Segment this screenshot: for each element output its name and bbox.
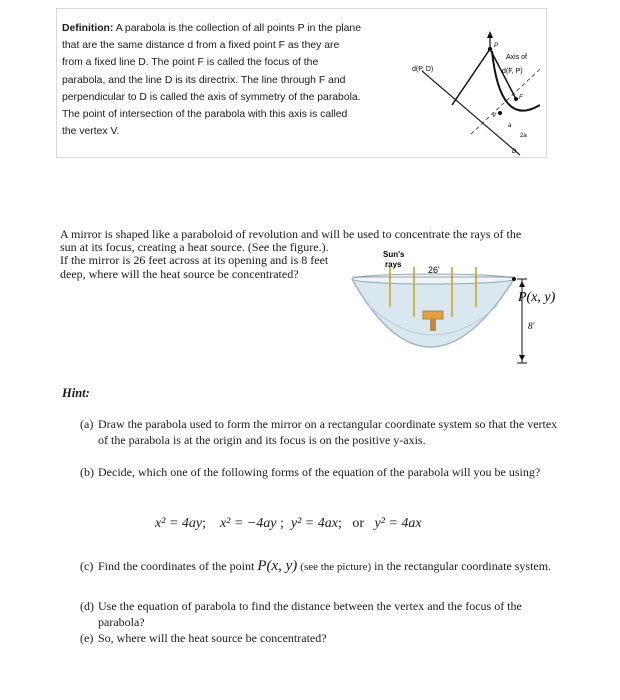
width-label: 26' (428, 265, 440, 275)
equation-separator-1: ; (202, 516, 206, 531)
label-dpd: d(P, D) (412, 66, 434, 73)
hint-c-point: P(x, y) (257, 558, 298, 574)
heat-source (423, 311, 443, 319)
hint-item-e (80, 630, 560, 646)
directrix-line (422, 71, 520, 155)
equation-or: or (352, 516, 365, 531)
label-axis-of: Axis of (506, 54, 528, 61)
label-a1: a (508, 123, 512, 129)
hint-item-c (80, 558, 560, 575)
hint-item-a (80, 416, 560, 448)
label-a2: 2a (520, 133, 527, 139)
label-f: F (519, 95, 523, 101)
hint-e-marker: (e) (80, 631, 94, 645)
hint-a-text: Draw the parabola used to form the mirror on a rectangular coordinate system so that the vertex of the parabola is at the origin and its focus is on the positive y-axis. (98, 417, 558, 447)
point-p-marker (512, 277, 516, 281)
hint-d-marker: (d) (80, 599, 94, 613)
equation-1: x² = 4ay (155, 516, 203, 531)
equation-2: x² = −4ay (219, 516, 277, 531)
label-v: V (492, 113, 497, 119)
hint-b-marker: (b) (80, 465, 94, 479)
label-p: P (494, 43, 499, 49)
equation-separator-3: ; (337, 516, 342, 531)
equation-options (155, 516, 422, 532)
label-d: D (512, 149, 517, 155)
mirror-rim (352, 274, 514, 284)
depth-arrow-top (519, 281, 525, 287)
point-v (498, 111, 502, 115)
hint-b-text: Decide, which one of the following forms of the equation of the parabola will you be using? (98, 465, 541, 479)
equation-4: y² = 4ax (374, 516, 422, 531)
equation-3: y² = 4ax (290, 516, 338, 531)
arrow-head (487, 31, 493, 38)
mirror-figure (338, 245, 578, 380)
hint-label: Hint: (62, 386, 90, 400)
label-dfp: d(F, P) (502, 68, 523, 75)
hint-c-text-after: in the rectangular coordinate system. (374, 559, 552, 573)
suns-rays-label-2: rays (385, 260, 402, 269)
depth-arrow-bottom (519, 355, 525, 361)
hint-c-text-before: Find the coordinates of the point (98, 559, 255, 573)
definition-term: Definition: (62, 23, 114, 34)
problem-line-2: sun at its focus, creating a heat source. (See the figure.). If the mirror is 26 feet across at its opening and is 8 feet deep, where will the heat source be concentrated? (60, 240, 329, 281)
suns-rays-label-1: Sun's (383, 250, 405, 259)
definition-body: A parabola is the collection of all points P in the plane that are the same distance d from a fixed point F as they are from a fixed line D. The point F is called the focus of the parabola, and the line D is its directrix. The line through F and perpendicular to D is called the axis of symmetry of the parabola. The point of intersection of the parabola with this axis is called the vertex V. (62, 23, 361, 138)
equation-separator-2: ; (280, 516, 284, 531)
parabola-definition-figure (372, 11, 540, 157)
hint-d-text: Use the equation of parabola to find the distance between the vertex and the focus of the parabola? (98, 599, 522, 629)
heat-source-stand (430, 319, 436, 331)
hint-item-b (80, 464, 560, 480)
point-p-label: P(x, y) (518, 290, 556, 305)
problem-line-1: A mirror is shaped like a paraboloid of revolution and will be used to concentrate the rays of the (60, 227, 522, 241)
hint-e-text: So, where will the heat source be concentrated? (98, 631, 327, 645)
definition-text (62, 20, 362, 140)
hint-item-d (80, 598, 560, 630)
depth-label: 8' (528, 321, 535, 331)
hint-a-marker: (a) (80, 417, 94, 431)
definition-box (56, 8, 547, 158)
p-to-directrix-segment (452, 49, 490, 105)
hint-c-paren: (see the picture) (300, 561, 372, 573)
point-p (488, 47, 492, 51)
hint-c-marker: (c) (80, 559, 94, 573)
point-f (514, 97, 518, 101)
